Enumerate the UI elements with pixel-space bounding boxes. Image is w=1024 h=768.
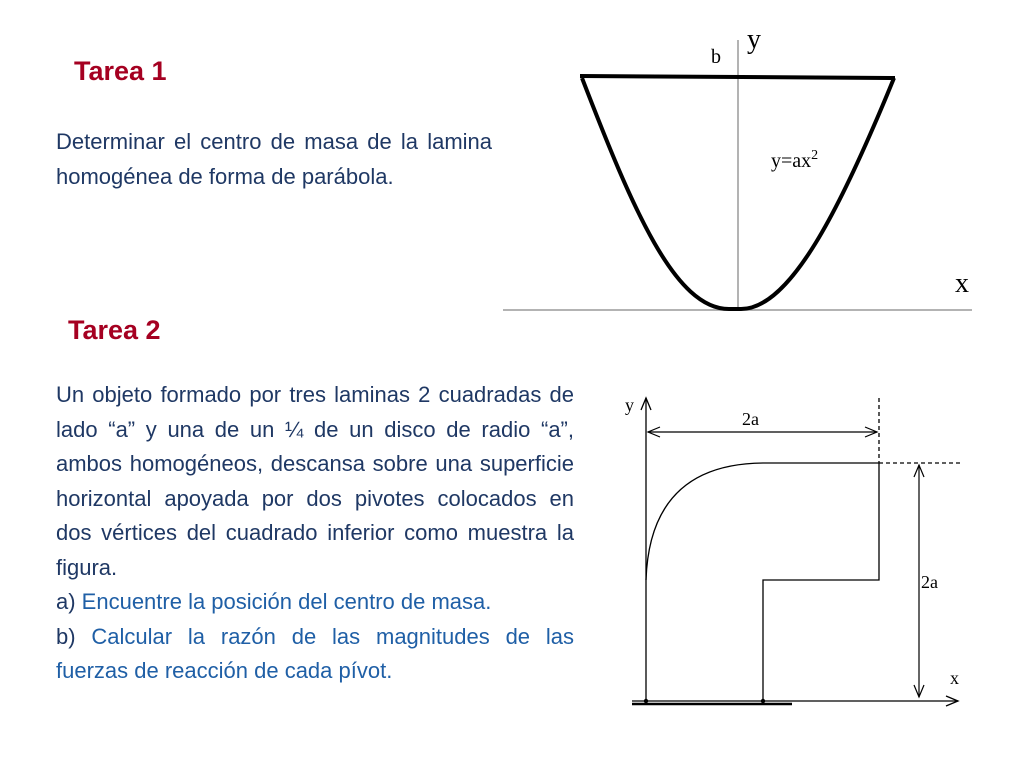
item-b-label: b) bbox=[56, 623, 76, 649]
object-x-label: x bbox=[950, 668, 959, 688]
pivot-right bbox=[761, 699, 765, 703]
pivot-left bbox=[644, 699, 648, 703]
equation-base: y=ax bbox=[771, 150, 812, 172]
tarea-1-title: Tarea 1 bbox=[74, 56, 167, 86]
parabola-top-line bbox=[580, 76, 895, 78]
height-label: 2a bbox=[921, 572, 938, 592]
tarea-2-title: Tarea 2 bbox=[68, 315, 161, 345]
parabola-b-label: b bbox=[711, 46, 721, 68]
item-a-text: Encuentre la posición del centro de masa. bbox=[75, 589, 492, 614]
item-a-label: a) bbox=[56, 589, 76, 614]
parabola-equation bbox=[771, 148, 818, 172]
l-shape-figure bbox=[625, 395, 960, 706]
parabola-figure bbox=[503, 24, 972, 310]
tarea-2-text: Un objeto formado por tres laminas 2 cuadradas de lado “a” y una de un ¼ de un disco de radio “a”, ambos homogéneos, descansa sobre una superficie horizontal apoyada por dos pivotes colocados en dos vértices del cuadrado inferior como muestra la figura. bbox=[56, 382, 574, 580]
equation-exponent: 2 bbox=[811, 148, 819, 163]
object-y-label: y bbox=[625, 395, 634, 415]
object-outline bbox=[646, 463, 879, 701]
width-label: 2a bbox=[742, 409, 759, 429]
parabola-x-label: x bbox=[955, 268, 969, 299]
tarea-1-text: Determinar el centro de masa de la lamina homogénea de forma de parábola. bbox=[56, 129, 492, 189]
item-b-text: Calcular la razón de las magnitudes de las fuerzas de reacción de cada pívot. bbox=[56, 623, 574, 683]
parabola-y-label: y bbox=[747, 24, 761, 55]
